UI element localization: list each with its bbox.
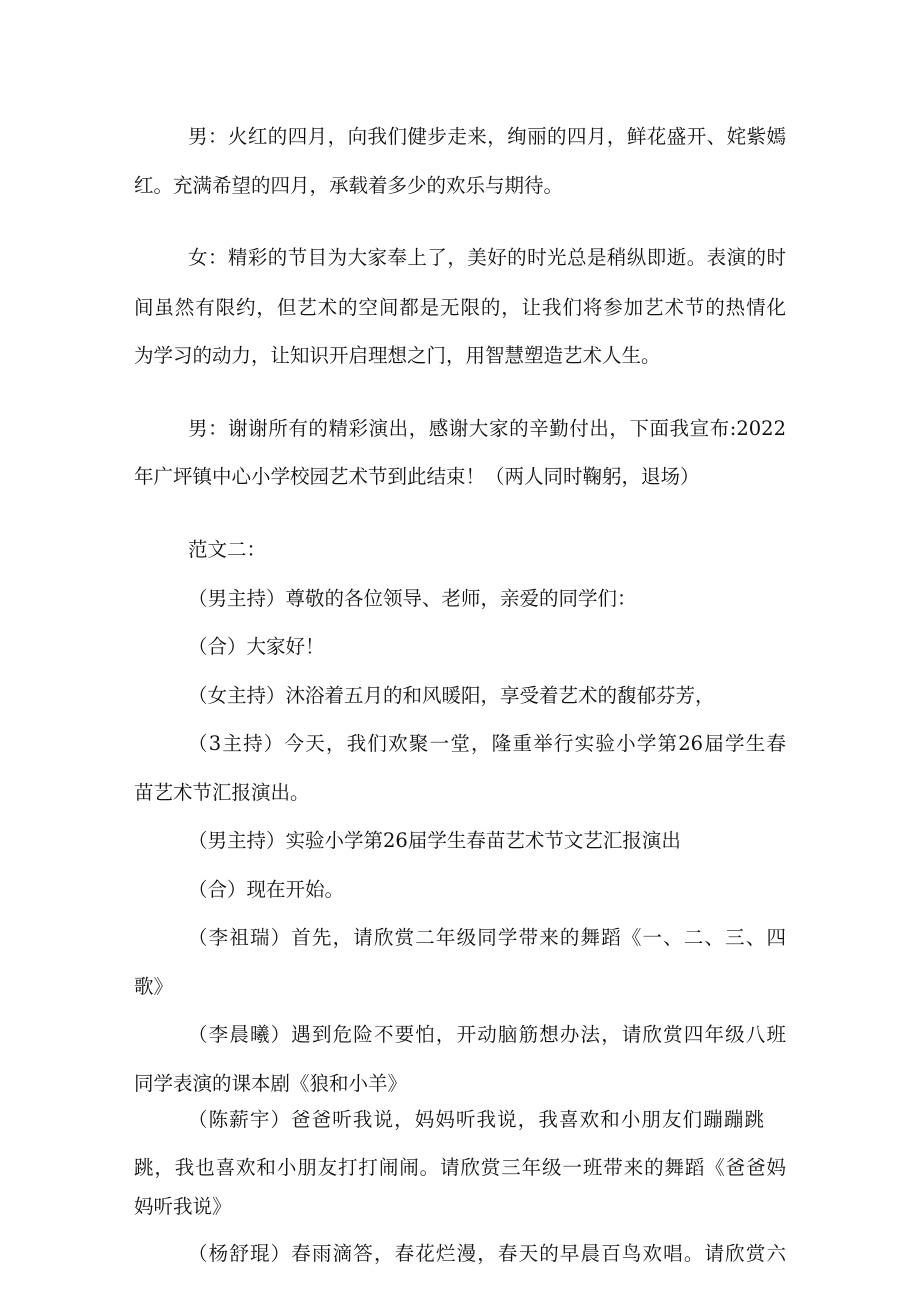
paragraph-line: （李祖瑞）首先，请欣赏二年级同学带来的舞蹈《一、二、三、四 xyxy=(188,926,786,949)
paragraph-line: 妈听我说》 xyxy=(134,1195,232,1218)
paragraph-line: （男主持）实验小学第26届学生春苗艺术节文艺汇报演出 xyxy=(188,829,681,852)
paragraph-line: 红。充满希望的四月，承载着多少的欢乐与期待。 xyxy=(134,174,564,197)
paragraph-line: （杨舒琨）春雨滴答，春花烂漫，春天的早晨百鸟欢唱。请欣赏六 xyxy=(188,1242,786,1265)
paragraph-line: 为学习的动力，让知识开启理想之门，用智慧塑造艺术人生。 xyxy=(134,344,661,367)
paragraph-line: 女：精彩的节目为大家奉上了，美好的时光总是稍纵即逝。表演的时 xyxy=(188,246,786,269)
paragraph-line: 男：谢谢所有的精彩演出，感谢大家的辛勤付出，下面我宣布:2022 xyxy=(188,417,786,440)
paragraph-line: 同学表演的课本剧《狼和小羊》 xyxy=(134,1072,408,1095)
paragraph-line: 男：火红的四月，向我们健步走来，绚丽的四月，鲜花盛开、姹紫嫣 xyxy=(188,125,786,148)
paragraph-line: （女主持）沐浴着五月的和风暖阳，享受着艺术的馥郁芬芳， xyxy=(188,684,715,707)
paragraph-line: （3主持）今天，我们欢聚一堂，隆重举行实验小学第26届学生春 xyxy=(188,732,786,755)
paragraph-line: （李晨曦）遇到危险不要怕，开动脑筋想办法，请欣赏四年级八班 xyxy=(188,1023,786,1046)
paragraph-line: （男主持）尊敬的各位领导、老师，亲爱的同学们： xyxy=(188,587,637,610)
section-heading: 范文二： xyxy=(188,538,267,561)
paragraph-line: （合）大家好！ xyxy=(188,635,325,658)
paragraph-line: 苗艺术节汇报演出。 xyxy=(134,781,310,804)
paragraph-line: （陈薪宇）爸爸听我说，妈妈听我说，我喜欢和小朋友们蹦蹦跳 xyxy=(188,1108,764,1131)
paragraph-line: 跳，我也喜欢和小朋友打打闹闹。请欣赏三年级一班带来的舞蹈《爸爸妈 xyxy=(134,1156,786,1179)
paragraph-line: 年广坪镇中心小学校园艺术节到此结束！（两人同时鞠躬，退场） xyxy=(134,465,700,488)
paragraph-line: 间虽然有限约，但艺术的空间都是无限的，让我们将参加艺术节的热情化 xyxy=(134,296,786,319)
paragraph-line: 歌》 xyxy=(134,975,174,998)
paragraph-line: （合）现在开始。 xyxy=(188,878,345,901)
